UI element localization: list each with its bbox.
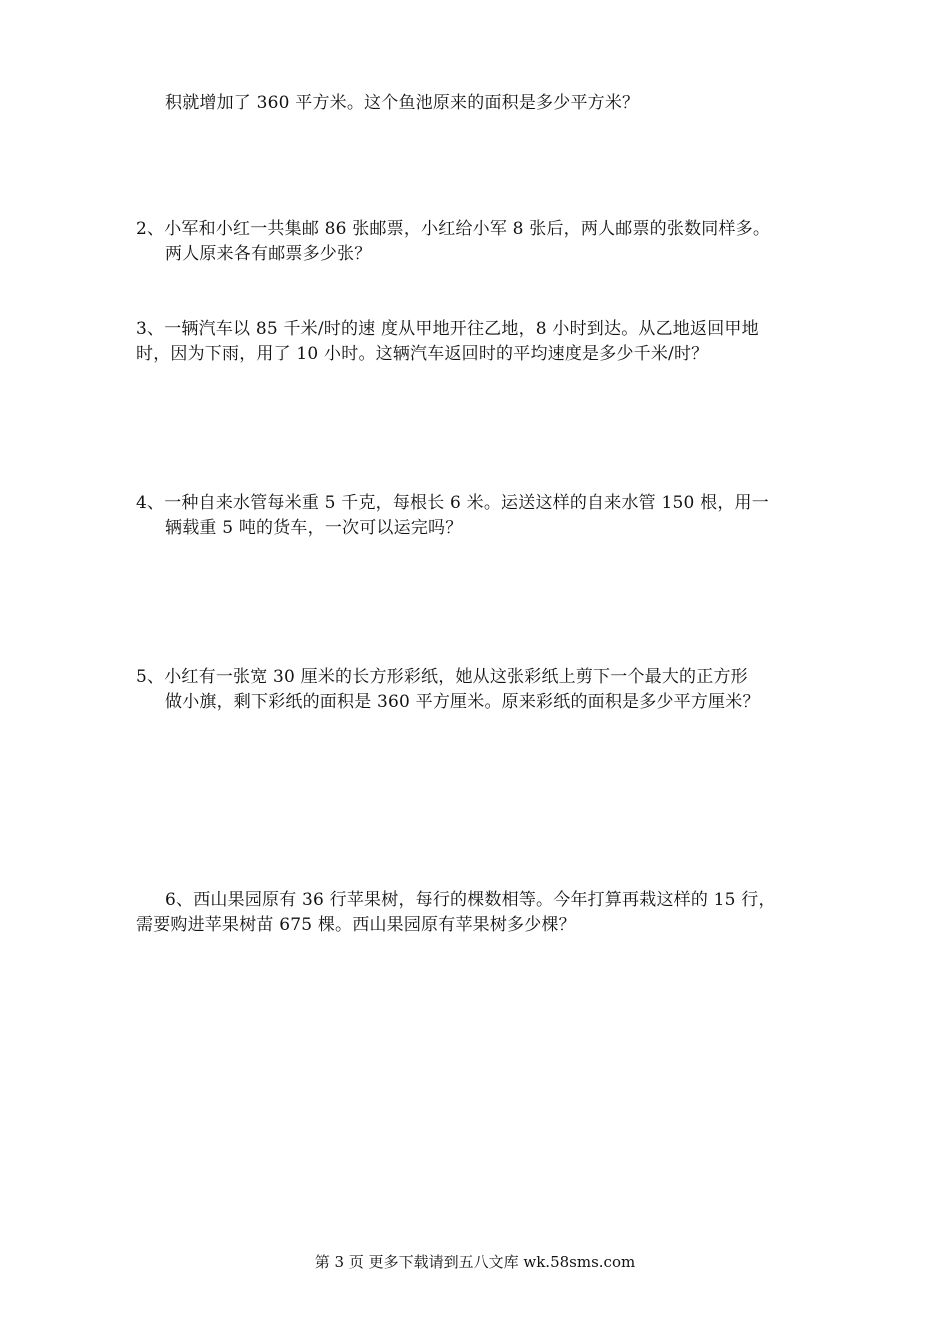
problem-6-line-1: 6、西山果园原有 36 行苹果树，每行的棵数相等。今年打算再栽这样的 15 行， <box>165 890 776 910</box>
problem-2-line-2: 两人原来各有邮票多少张？ <box>165 244 372 264</box>
problem-4-line-2: 辆载重 5 吨的货车，一次可以运完吗？ <box>165 518 463 538</box>
problem-6-line-2: 需要购进苹果树苗 675 棵。西山果园原有苹果树多少棵？ <box>136 915 576 935</box>
problem-2-line-1: 2、小军和小红一共集邮 86 张邮票，小红给小军 8 张后，两人邮票的张数同样多。 <box>136 219 771 239</box>
page-footer: 第 3 页 更多下载请到五八文库 wk.58sms.com <box>314 1253 636 1271</box>
problem-3-line-2: 时，因为下雨，用了 10 小时。这辆汽车返回时的平均速度是多少千米/时？ <box>136 344 709 364</box>
problem-5-line-1: 5、小红有一张宽 30 厘米的长方形彩纸，她从这张彩纸上剪下一个最大的正方形 <box>136 667 748 687</box>
problem-4-line-1: 4、一种自来水管每米重 5 千克，每根长 6 米。运送这样的自来水管 150 根，用一 <box>136 493 769 513</box>
problem-3-line-1: 3、一辆汽车以 85 千米/时的速 度从甲地开往乙地，8 小时到达。从乙地返回甲地 <box>136 319 759 339</box>
problem-5-line-2: 做小旗，剩下彩纸的面积是 360 平方厘米。原来彩纸的面积是多少平方厘米？ <box>165 692 760 712</box>
problem-1-continuation: 积就增加了 360 平方米。这个鱼池原来的面积是多少平方米？ <box>165 93 640 113</box>
